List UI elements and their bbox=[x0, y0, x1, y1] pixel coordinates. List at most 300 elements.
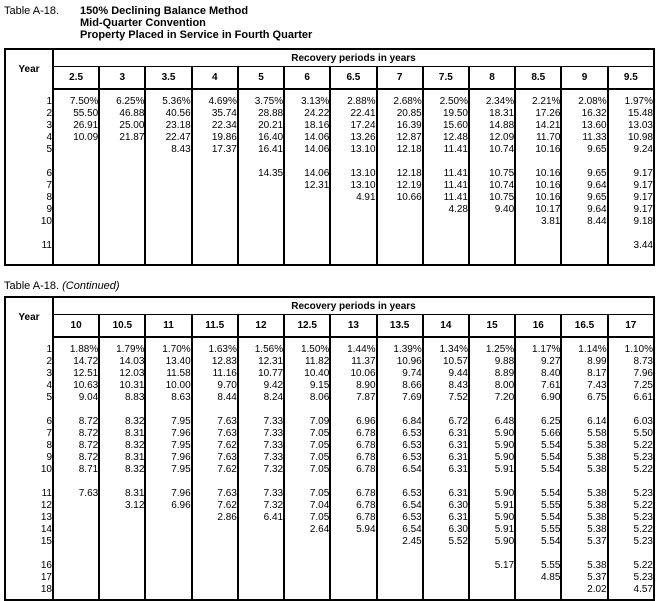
recovery-period-column-header: 6 bbox=[284, 67, 330, 90]
value-cell: 6.72 bbox=[423, 416, 469, 428]
value-cell bbox=[608, 156, 654, 168]
value-cell bbox=[99, 156, 145, 168]
value-cell: 15.60 bbox=[423, 120, 469, 132]
value-cell bbox=[238, 216, 284, 228]
recovery-period-column-header: 7.5 bbox=[423, 67, 469, 90]
year-cell: 8 bbox=[5, 440, 53, 452]
table-row bbox=[5, 337, 654, 356]
recovery-period-column-header: 12.5 bbox=[284, 315, 330, 338]
value-cell bbox=[192, 228, 238, 240]
value-cell bbox=[53, 156, 99, 168]
value-cell: 20.85 bbox=[377, 108, 423, 120]
year-cell: 9 bbox=[5, 452, 53, 464]
value-cell: 6.78 bbox=[330, 440, 376, 452]
value-cell: 6.48 bbox=[469, 416, 515, 428]
value-cell: 2.64 bbox=[284, 524, 330, 536]
value-cell: 5.90 bbox=[469, 428, 515, 440]
value-cell bbox=[192, 240, 238, 265]
value-cell: 3.81 bbox=[515, 216, 561, 228]
value-cell bbox=[145, 216, 191, 228]
value-cell: 7.63 bbox=[192, 416, 238, 428]
value-cell bbox=[377, 476, 423, 488]
value-cell: 5.37 bbox=[561, 572, 607, 584]
value-cell: 5.23 bbox=[608, 452, 654, 464]
spacer-row bbox=[5, 228, 654, 240]
value-cell: 7.50% bbox=[53, 89, 99, 108]
value-cell: 13.26 bbox=[330, 132, 376, 144]
value-cell: 6.31 bbox=[423, 428, 469, 440]
value-cell: 6.96 bbox=[330, 416, 376, 428]
value-cell bbox=[192, 204, 238, 216]
value-cell bbox=[284, 476, 330, 488]
value-cell: 5.55 bbox=[515, 524, 561, 536]
value-cell: 11.41 bbox=[423, 144, 469, 156]
value-cell: 14.72 bbox=[53, 356, 99, 368]
value-cell: 8.72 bbox=[53, 416, 99, 428]
value-cell bbox=[53, 228, 99, 240]
value-cell: 5.38 bbox=[561, 452, 607, 464]
value-cell: 22.47 bbox=[145, 132, 191, 144]
value-cell: 9.64 bbox=[561, 180, 607, 192]
value-cell: 11.41 bbox=[423, 192, 469, 204]
value-cell bbox=[99, 572, 145, 584]
value-cell: 5.94 bbox=[330, 524, 376, 536]
value-cell bbox=[423, 404, 469, 416]
value-cell: 6.53 bbox=[377, 488, 423, 500]
value-cell: 5.38 bbox=[561, 500, 607, 512]
year-cell bbox=[5, 156, 53, 168]
value-cell bbox=[515, 156, 561, 168]
table-row bbox=[5, 120, 654, 132]
recovery-period-column-header: 11.5 bbox=[192, 315, 238, 338]
year-column-header: Year bbox=[5, 297, 53, 337]
value-cell: 7.95 bbox=[145, 464, 191, 476]
value-cell bbox=[423, 548, 469, 560]
value-cell: 9.42 bbox=[238, 380, 284, 392]
value-cell: 10.16 bbox=[515, 168, 561, 180]
table-row bbox=[5, 500, 654, 512]
value-cell: 6.78 bbox=[330, 512, 376, 524]
value-cell bbox=[284, 584, 330, 600]
table-row bbox=[5, 488, 654, 500]
value-cell: 12.83 bbox=[192, 356, 238, 368]
value-cell bbox=[377, 560, 423, 572]
value-cell bbox=[284, 560, 330, 572]
value-cell: 3.13% bbox=[284, 89, 330, 108]
value-cell: 6.53 bbox=[377, 452, 423, 464]
value-cell bbox=[377, 404, 423, 416]
value-cell bbox=[515, 584, 561, 600]
value-cell: 4.69% bbox=[192, 89, 238, 108]
table-row bbox=[5, 584, 654, 600]
value-cell bbox=[145, 168, 191, 180]
value-cell bbox=[53, 524, 99, 536]
value-cell: 35.74 bbox=[192, 108, 238, 120]
value-cell bbox=[238, 560, 284, 572]
value-cell: 5.23 bbox=[608, 572, 654, 584]
value-cell: 6.31 bbox=[423, 488, 469, 500]
value-cell: 5.54 bbox=[515, 440, 561, 452]
value-cell: 9.65 bbox=[561, 192, 607, 204]
value-cell bbox=[53, 572, 99, 584]
value-cell: 12.03 bbox=[99, 368, 145, 380]
table-row bbox=[5, 452, 654, 464]
value-cell: 8.17 bbox=[561, 368, 607, 380]
value-cell: 13.60 bbox=[561, 120, 607, 132]
value-cell: 11.82 bbox=[284, 356, 330, 368]
value-cell bbox=[192, 548, 238, 560]
value-cell: 5.38 bbox=[561, 488, 607, 500]
value-cell bbox=[284, 572, 330, 584]
value-cell: 7.33 bbox=[238, 440, 284, 452]
year-cell: 11 bbox=[5, 488, 53, 500]
value-cell bbox=[330, 572, 376, 584]
table-row bbox=[5, 536, 654, 548]
value-cell: 1.70% bbox=[145, 337, 191, 356]
value-cell: 10.16 bbox=[515, 192, 561, 204]
value-cell: 14.35 bbox=[238, 168, 284, 180]
value-cell: 6.78 bbox=[330, 488, 376, 500]
value-cell: 10.00 bbox=[145, 380, 191, 392]
value-cell bbox=[515, 548, 561, 560]
value-cell: 2.68% bbox=[377, 89, 423, 108]
value-cell: 8.31 bbox=[99, 488, 145, 500]
year-cell: 3 bbox=[5, 368, 53, 380]
recovery-period-column-header: 13.5 bbox=[377, 315, 423, 338]
recovery-period-column-header: 6.5 bbox=[330, 67, 376, 90]
value-cell bbox=[469, 476, 515, 488]
value-cell bbox=[330, 560, 376, 572]
value-cell bbox=[608, 548, 654, 560]
value-cell: 18.16 bbox=[284, 120, 330, 132]
value-cell: 19.86 bbox=[192, 132, 238, 144]
value-cell: 5.54 bbox=[515, 452, 561, 464]
value-cell: 6.03 bbox=[608, 416, 654, 428]
year-cell: 4 bbox=[5, 380, 53, 392]
value-cell: 6.54 bbox=[377, 524, 423, 536]
value-cell: 40.56 bbox=[145, 108, 191, 120]
value-cell: 6.78 bbox=[330, 464, 376, 476]
value-cell: 7.05 bbox=[284, 428, 330, 440]
value-cell: 1.79% bbox=[99, 337, 145, 356]
value-cell bbox=[608, 476, 654, 488]
recovery-period-column-header: 8 bbox=[469, 67, 515, 90]
year-cell: 11 bbox=[5, 240, 53, 265]
value-cell: 1.17% bbox=[515, 337, 561, 356]
value-cell: 8.31 bbox=[99, 452, 145, 464]
spacer-row bbox=[5, 548, 654, 560]
value-cell bbox=[145, 228, 191, 240]
value-cell bbox=[423, 584, 469, 600]
value-cell: 7.33 bbox=[238, 416, 284, 428]
value-cell: 5.58 bbox=[561, 428, 607, 440]
value-cell: 10.75 bbox=[469, 168, 515, 180]
value-cell bbox=[515, 476, 561, 488]
value-cell: 7.43 bbox=[561, 380, 607, 392]
value-cell: 6.31 bbox=[423, 452, 469, 464]
value-cell: 7.62 bbox=[192, 500, 238, 512]
recovery-period-column-header: 13 bbox=[330, 315, 376, 338]
value-cell bbox=[238, 548, 284, 560]
value-cell bbox=[53, 216, 99, 228]
value-cell: 7.69 bbox=[377, 392, 423, 404]
value-cell: 1.25% bbox=[469, 337, 515, 356]
value-cell: 4.28 bbox=[423, 204, 469, 216]
year-cell bbox=[5, 476, 53, 488]
year-cell bbox=[5, 228, 53, 240]
year-cell bbox=[5, 404, 53, 416]
value-cell: 6.78 bbox=[330, 452, 376, 464]
value-cell: 9.04 bbox=[53, 392, 99, 404]
value-cell: 5.52 bbox=[423, 536, 469, 548]
value-cell: 13.10 bbox=[330, 168, 376, 180]
table-row bbox=[5, 512, 654, 524]
value-cell: 11.37 bbox=[330, 356, 376, 368]
value-cell bbox=[423, 156, 469, 168]
value-cell: 6.31 bbox=[423, 440, 469, 452]
value-cell: 1.14% bbox=[561, 337, 607, 356]
value-cell: 6.41 bbox=[238, 512, 284, 524]
value-cell: 12.51 bbox=[53, 368, 99, 380]
value-cell: 12.19 bbox=[377, 180, 423, 192]
table-row bbox=[5, 89, 654, 108]
value-cell: 17.24 bbox=[330, 120, 376, 132]
year-cell: 7 bbox=[5, 180, 53, 192]
recovery-period-column-header: 5 bbox=[238, 67, 284, 90]
table-row bbox=[5, 428, 654, 440]
value-cell bbox=[469, 156, 515, 168]
value-cell bbox=[377, 240, 423, 265]
value-cell: 6.78 bbox=[330, 428, 376, 440]
value-cell bbox=[238, 524, 284, 536]
value-cell: 1.39% bbox=[377, 337, 423, 356]
value-cell bbox=[284, 228, 330, 240]
value-cell: 16.41 bbox=[238, 144, 284, 156]
table-row bbox=[5, 168, 654, 180]
value-cell bbox=[192, 216, 238, 228]
year-cell: 9 bbox=[5, 204, 53, 216]
value-cell: 5.55 bbox=[515, 560, 561, 572]
recovery-periods-header: Recovery periods in years bbox=[53, 49, 654, 67]
recovery-period-column-header: 10 bbox=[53, 315, 99, 338]
value-cell: 5.90 bbox=[469, 440, 515, 452]
value-cell bbox=[469, 584, 515, 600]
value-cell: 12.09 bbox=[469, 132, 515, 144]
value-cell bbox=[561, 240, 607, 265]
year-cell: 14 bbox=[5, 524, 53, 536]
value-cell: 19.50 bbox=[423, 108, 469, 120]
value-cell: 17.37 bbox=[192, 144, 238, 156]
year-cell: 1 bbox=[5, 337, 53, 356]
value-cell: 6.25% bbox=[99, 89, 145, 108]
value-cell: 2.34% bbox=[469, 89, 515, 108]
value-cell: 13.10 bbox=[330, 180, 376, 192]
depreciation-table-first-quarter-half bbox=[4, 48, 655, 266]
value-cell: 7.05 bbox=[284, 488, 330, 500]
value-cell bbox=[145, 524, 191, 536]
value-cell bbox=[330, 584, 376, 600]
value-cell bbox=[469, 572, 515, 584]
value-cell: 8.89 bbox=[469, 368, 515, 380]
value-cell: 6.30 bbox=[423, 500, 469, 512]
value-cell: 8.32 bbox=[99, 440, 145, 452]
value-cell: 1.50% bbox=[284, 337, 330, 356]
value-cell bbox=[53, 536, 99, 548]
value-cell: 10.16 bbox=[515, 144, 561, 156]
value-cell: 6.54 bbox=[377, 464, 423, 476]
value-cell: 12.87 bbox=[377, 132, 423, 144]
value-cell: 8.32 bbox=[99, 464, 145, 476]
year-cell: 6 bbox=[5, 168, 53, 180]
value-cell bbox=[515, 228, 561, 240]
value-cell: 1.44% bbox=[330, 337, 376, 356]
value-cell: 7.05 bbox=[284, 464, 330, 476]
value-cell: 10.74 bbox=[469, 180, 515, 192]
value-cell: 10.16 bbox=[515, 180, 561, 192]
recovery-periods-header: Recovery periods in years bbox=[53, 297, 654, 315]
value-cell bbox=[377, 204, 423, 216]
value-cell: 9.15 bbox=[284, 380, 330, 392]
value-cell: 5.22 bbox=[608, 464, 654, 476]
value-cell bbox=[192, 168, 238, 180]
value-cell: 5.54 bbox=[515, 536, 561, 548]
value-cell: 10.57 bbox=[423, 356, 469, 368]
value-cell bbox=[53, 240, 99, 265]
value-cell: 16.32 bbox=[561, 108, 607, 120]
value-cell bbox=[53, 476, 99, 488]
table-label: Table A-18. bbox=[4, 5, 60, 17]
table-row bbox=[5, 108, 654, 120]
value-cell bbox=[377, 584, 423, 600]
value-cell bbox=[284, 156, 330, 168]
value-cell: 6.25 bbox=[515, 416, 561, 428]
value-cell bbox=[515, 240, 561, 265]
value-cell bbox=[53, 404, 99, 416]
value-cell: 6.75 bbox=[561, 392, 607, 404]
value-cell: 6.14 bbox=[561, 416, 607, 428]
value-cell bbox=[469, 228, 515, 240]
value-cell bbox=[330, 204, 376, 216]
value-cell bbox=[377, 228, 423, 240]
table-row bbox=[5, 560, 654, 572]
value-cell bbox=[238, 180, 284, 192]
value-cell: 4.91 bbox=[330, 192, 376, 204]
value-cell bbox=[53, 500, 99, 512]
value-cell bbox=[238, 572, 284, 584]
value-cell: 12.48 bbox=[423, 132, 469, 144]
value-cell: 5.55 bbox=[515, 500, 561, 512]
spacer-row bbox=[5, 404, 654, 416]
recovery-period-column-header: 16.5 bbox=[561, 315, 607, 338]
value-cell: 22.34 bbox=[192, 120, 238, 132]
value-cell bbox=[238, 404, 284, 416]
title-line-1: 150% Declining Balance Method bbox=[80, 5, 249, 17]
value-cell: 14.06 bbox=[284, 132, 330, 144]
value-cell bbox=[284, 536, 330, 548]
value-cell: 6.53 bbox=[377, 428, 423, 440]
value-cell: 25.00 bbox=[99, 120, 145, 132]
value-cell bbox=[561, 404, 607, 416]
value-cell: 7.04 bbox=[284, 500, 330, 512]
value-cell: 9.17 bbox=[608, 192, 654, 204]
recovery-period-column-header: 2.5 bbox=[53, 67, 99, 90]
value-cell: 16.39 bbox=[377, 120, 423, 132]
value-cell bbox=[561, 548, 607, 560]
value-cell: 13.40 bbox=[145, 356, 191, 368]
value-cell: 2.50% bbox=[423, 89, 469, 108]
value-cell bbox=[53, 560, 99, 572]
value-cell bbox=[145, 204, 191, 216]
value-cell bbox=[192, 560, 238, 572]
value-cell bbox=[99, 204, 145, 216]
value-cell bbox=[53, 584, 99, 600]
value-cell bbox=[238, 192, 284, 204]
value-cell: 5.22 bbox=[608, 524, 654, 536]
value-cell: 6.31 bbox=[423, 512, 469, 524]
value-cell: 7.96 bbox=[608, 368, 654, 380]
value-cell: 8.00 bbox=[469, 380, 515, 392]
table-row bbox=[5, 416, 654, 428]
value-cell: 4.85 bbox=[515, 572, 561, 584]
value-cell: 9.74 bbox=[377, 368, 423, 380]
value-cell: 6.96 bbox=[145, 500, 191, 512]
value-cell: 10.98 bbox=[608, 132, 654, 144]
value-cell bbox=[238, 240, 284, 265]
year-cell: 6 bbox=[5, 416, 53, 428]
value-cell: 8.43 bbox=[145, 144, 191, 156]
value-cell: 9.65 bbox=[561, 168, 607, 180]
value-cell: 8.63 bbox=[145, 392, 191, 404]
value-cell bbox=[284, 404, 330, 416]
value-cell bbox=[145, 536, 191, 548]
value-cell bbox=[423, 476, 469, 488]
value-cell: 10.96 bbox=[377, 356, 423, 368]
value-cell: 28.88 bbox=[238, 108, 284, 120]
value-cell: 1.63% bbox=[192, 337, 238, 356]
value-cell bbox=[99, 180, 145, 192]
value-cell bbox=[284, 204, 330, 216]
value-cell: 9.70 bbox=[192, 380, 238, 392]
value-cell: 13.10 bbox=[330, 144, 376, 156]
value-cell: 9.24 bbox=[608, 144, 654, 156]
value-cell: 11.41 bbox=[423, 168, 469, 180]
table-row bbox=[5, 440, 654, 452]
recovery-period-column-header: 8.5 bbox=[515, 67, 561, 90]
value-cell bbox=[423, 240, 469, 265]
value-cell: 6.30 bbox=[423, 524, 469, 536]
value-cell bbox=[284, 192, 330, 204]
value-cell: 9.18 bbox=[608, 216, 654, 228]
value-cell bbox=[99, 476, 145, 488]
value-cell bbox=[238, 476, 284, 488]
value-cell: 20.21 bbox=[238, 120, 284, 132]
value-cell bbox=[330, 476, 376, 488]
value-cell bbox=[192, 180, 238, 192]
value-cell: 5.54 bbox=[515, 512, 561, 524]
value-cell: 7.25 bbox=[608, 380, 654, 392]
value-cell bbox=[99, 512, 145, 524]
value-cell bbox=[53, 168, 99, 180]
value-cell: 10.31 bbox=[99, 380, 145, 392]
year-cell: 10 bbox=[5, 216, 53, 228]
value-cell bbox=[145, 512, 191, 524]
table-row bbox=[5, 192, 654, 204]
table-title-block bbox=[4, 5, 655, 41]
value-cell: 9.17 bbox=[608, 204, 654, 216]
value-cell: 1.10% bbox=[608, 337, 654, 356]
year-cell: 2 bbox=[5, 108, 53, 120]
value-cell bbox=[145, 560, 191, 572]
